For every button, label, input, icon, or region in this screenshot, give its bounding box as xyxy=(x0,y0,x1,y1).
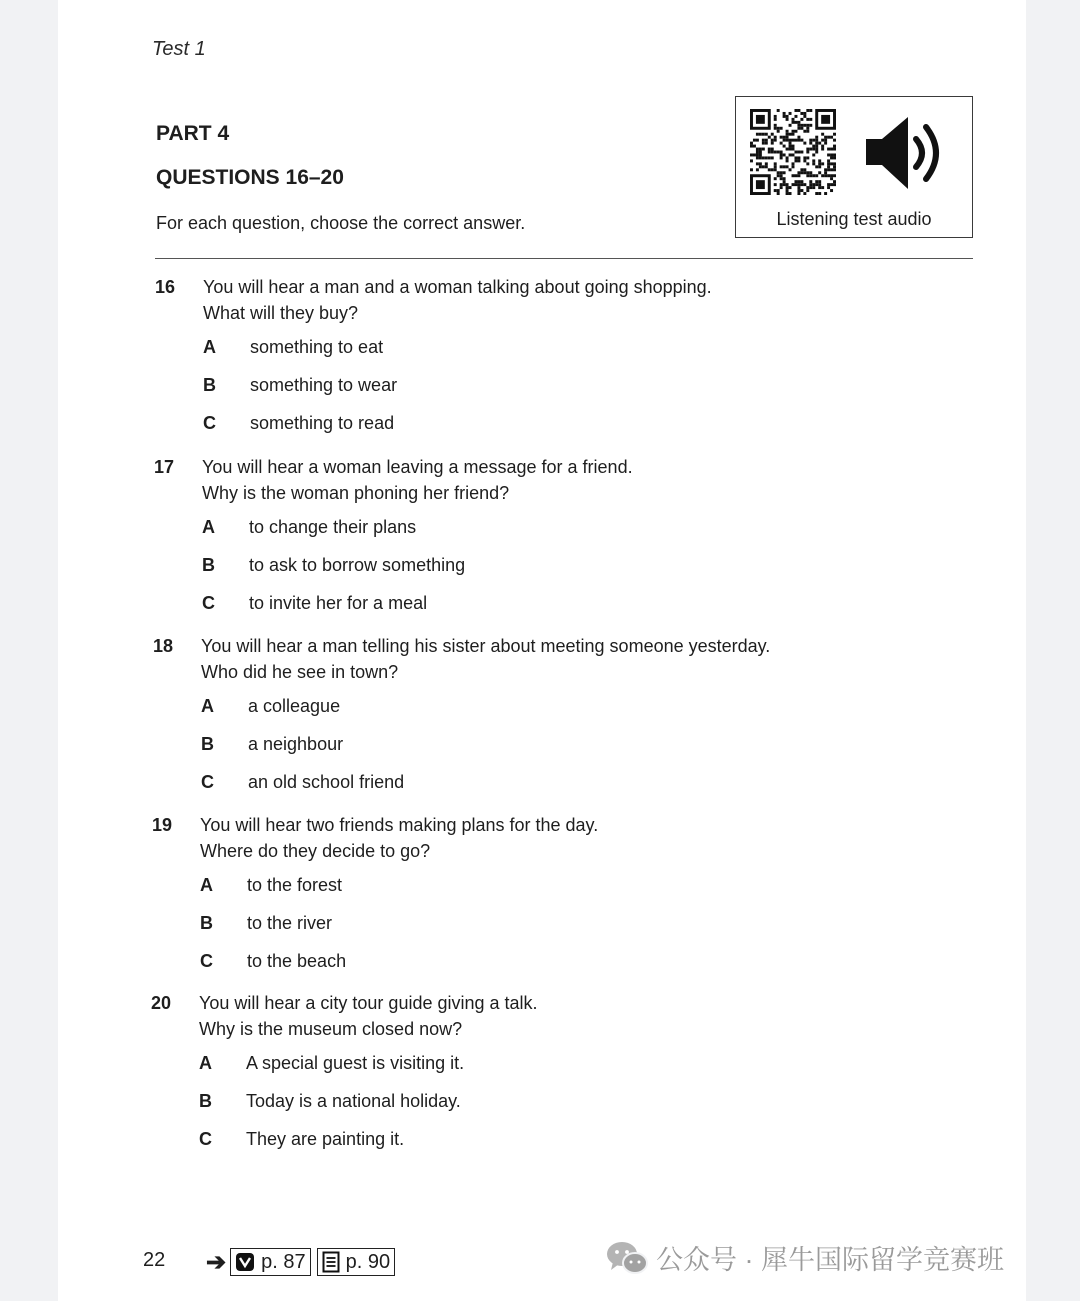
question-number: 19 xyxy=(152,815,173,835)
audio-panel[interactable] xyxy=(735,96,973,238)
option-letter: B xyxy=(203,375,216,395)
option-text: They are painting it. xyxy=(246,1129,405,1149)
option-letter: C xyxy=(201,772,214,792)
arrow-right-icon: ➔ xyxy=(206,1248,227,1276)
option-letter: B xyxy=(199,1091,212,1111)
question-stem: You will hear a man telling his sister about meeting someone yesterday. xyxy=(201,636,771,656)
page-references xyxy=(206,1246,401,1278)
audio-label: Listening test audio xyxy=(776,209,932,229)
answer-key-icon xyxy=(322,1251,340,1273)
question-number: 17 xyxy=(154,457,175,477)
question-prompt: Why is the museum closed now? xyxy=(199,1019,463,1039)
option-text: A special guest is visiting it. xyxy=(246,1053,465,1073)
option-letter: B xyxy=(201,734,214,754)
option-text: a colleague xyxy=(248,696,341,716)
section-divider xyxy=(155,258,973,259)
option-text: to the river xyxy=(247,913,333,933)
option-letter: A xyxy=(201,696,214,716)
option-letter: A xyxy=(200,875,213,895)
question-stem: You will hear two friends making plans for the day. xyxy=(200,815,599,835)
question-number: 16 xyxy=(155,277,176,297)
option-text: something to eat xyxy=(250,337,384,357)
question-number: 18 xyxy=(153,636,174,656)
script-reference[interactable] xyxy=(230,1248,310,1276)
page-number: 22 xyxy=(143,1249,166,1271)
option-text: something to wear xyxy=(250,375,398,395)
option-text: to the beach xyxy=(247,951,347,971)
option-letter: A xyxy=(202,517,215,537)
option-letter: C xyxy=(202,593,215,613)
option-text: Today is a national holiday. xyxy=(246,1091,461,1111)
running-head: Test 1 xyxy=(152,38,206,60)
option-letter: B xyxy=(202,555,215,575)
option-letter: C xyxy=(199,1129,212,1149)
instruction-text: For each question, choose the correct answer. xyxy=(156,213,526,233)
qr-code-icon[interactable] xyxy=(750,109,836,195)
option-text: to change their plans xyxy=(249,517,417,537)
option-text: to the forest xyxy=(247,875,343,895)
option-letter: C xyxy=(200,951,213,971)
question-prompt: What will they buy? xyxy=(203,303,359,323)
option-text: an old school friend xyxy=(248,772,405,792)
question-prompt: Why is the woman phoning her friend? xyxy=(202,483,510,503)
part-title: PART 4 xyxy=(156,122,230,145)
script-icon xyxy=(235,1252,255,1272)
watermark xyxy=(606,1238,1004,1277)
speaker-icon[interactable] xyxy=(864,113,946,193)
question-prompt: Who did he see in town? xyxy=(201,662,399,682)
wechat-icon xyxy=(606,1240,648,1276)
option-letter: B xyxy=(200,913,213,933)
question-stem: You will hear a woman leaving a message for a friend. xyxy=(202,457,633,477)
script-page-ref: p. 87 xyxy=(261,1250,306,1273)
option-text: to invite her for a meal xyxy=(249,593,428,613)
question-prompt: Where do they decide to go? xyxy=(200,841,431,861)
watermark-text: 公众号 · 犀牛国际留学竞赛班 xyxy=(656,1245,1004,1275)
questions-range-title: QUESTIONS 16–20 xyxy=(156,166,344,189)
option-text: something to read xyxy=(250,413,395,433)
question-number: 20 xyxy=(151,993,172,1013)
option-text: a neighbour xyxy=(248,734,344,754)
option-letter: A xyxy=(199,1053,212,1073)
option-letter: C xyxy=(203,413,216,433)
option-text: to ask to borrow something xyxy=(249,555,466,575)
option-letter: A xyxy=(203,337,216,357)
answer-key-reference[interactable] xyxy=(317,1248,395,1276)
answer-key-page-ref: p. 90 xyxy=(345,1250,391,1273)
question-stem: You will hear a man and a woman talking about going shopping. xyxy=(203,277,712,297)
question-stem: You will hear a city tour guide giving a talk. xyxy=(199,993,538,1013)
